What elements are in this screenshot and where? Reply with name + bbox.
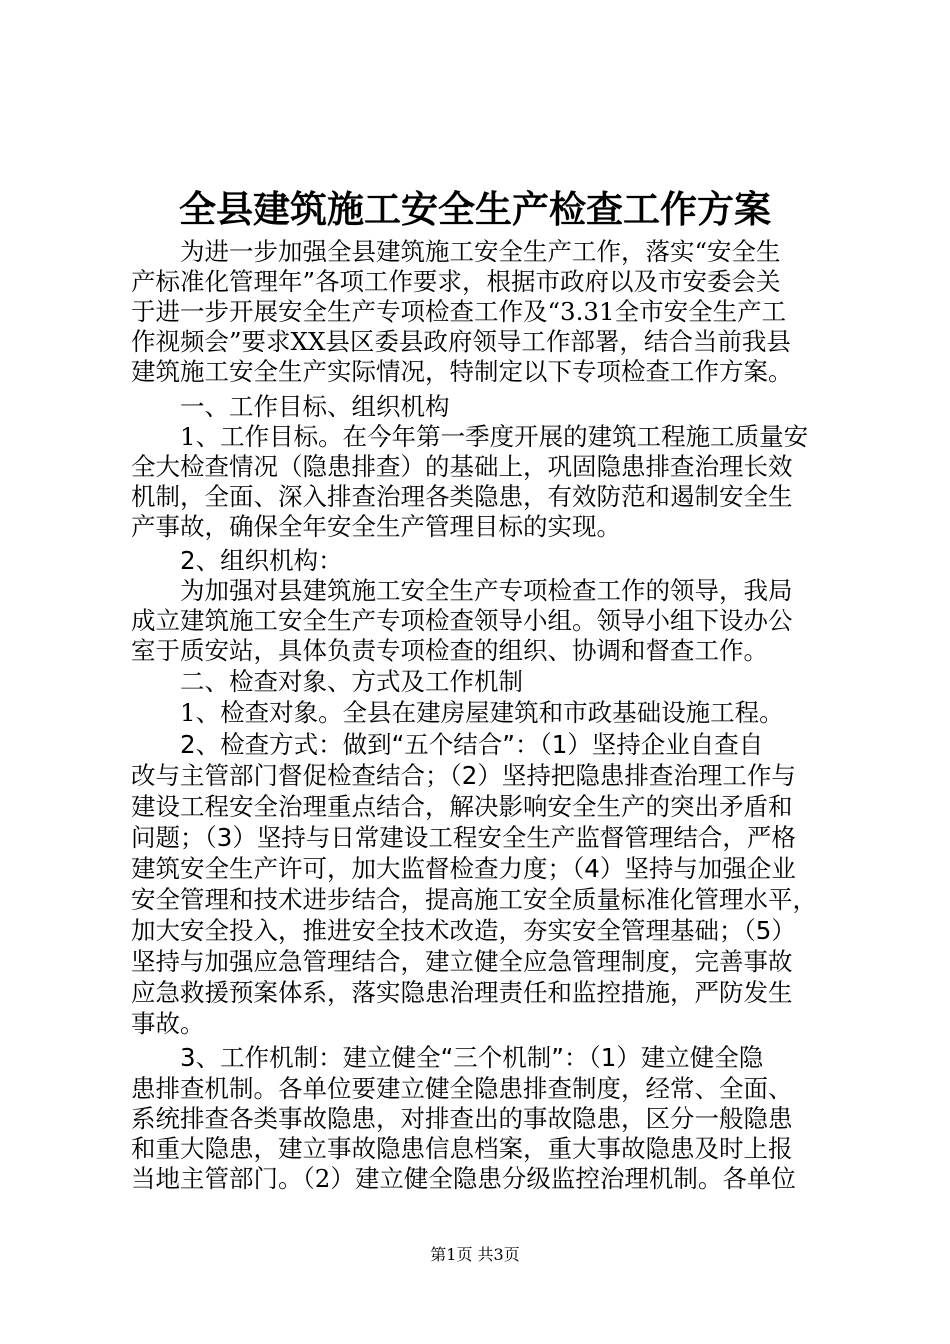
paragraph-line: 改与主管部门督促检查结合；（2）坚持把隐患排查治理工作与 [131, 761, 796, 790]
paragraph-line: 患排查机制。各单位要建立健全隐患排查制度，经常、全面、 [131, 1074, 793, 1103]
paragraph-line: 加大安全投入，推进安全技术改造，夯实安全管理基础；（5） [131, 916, 796, 945]
paragraph-line: 产事故，确保全年安全生产管理目标的实现。 [131, 512, 621, 541]
page-footer: 第1页 共3页 [430, 1245, 520, 1264]
paragraph-line: 1、工作目标。在今年第一季度开展的建筑工程施工质量安 [131, 422, 809, 451]
paragraph-line: 事故。 [131, 1009, 205, 1038]
paragraph-line: 室于质安站，具体负责专项检查的组织、协调和督查工作。 [131, 636, 768, 665]
section-heading: 一、工作目标、组织机构 [131, 392, 450, 421]
paragraph-line: 和重大隐患，建立事故隐患信息档案，重大事故隐患及时上报 [131, 1134, 793, 1163]
paragraph-line: 为进一步加强全县建筑施工安全生产工作，落实“安全生 [131, 237, 781, 266]
section-heading: 二、检查对象、方式及工作机制 [131, 667, 523, 696]
paragraph-line: 建筑安全生产许可，加大监督检查力度；（4）坚持与加强企业 [131, 854, 796, 883]
paragraph-line: 成立建筑施工安全生产专项检查领导小组。领导小组下设办公 [131, 606, 793, 635]
paragraph-line: 产标准化管理年”各项工作要求，根据市政府以及市安委会关 [131, 267, 781, 296]
paragraph-line: 建筑施工安全生产实际情况，特制定以下专项检查工作方案。 [131, 357, 793, 386]
paragraph-line: 坚持与加强应急管理结合，建立健全应急管理制度，完善事故 [131, 947, 793, 976]
paragraph-line: 安全管理和技术进步结合，提高施工安全质量标准化管理水平， [131, 885, 817, 914]
paragraph-line: 3、工作机制：建立健全“三个机制”：（1）建立健全隐 [131, 1043, 764, 1072]
paragraph-line: 系统排查各类事故隐患，对排查出的事故隐患，区分一般隐患 [131, 1104, 793, 1133]
paragraph-line: 为加强对县建筑施工安全生产专项检查工作的领导，我局 [131, 576, 793, 605]
paragraph-line: 建设工程安全治理重点结合，解决影响安全生产的突出矛盾和 [131, 792, 793, 821]
paragraph-line: 机制，全面、深入排查治理各类隐患，有效防范和遏制安全生 [131, 482, 793, 511]
paragraph-line: 应急救援预案体系，落实隐患治理责任和监控措施，严防发生 [131, 978, 793, 1007]
paragraph-line: 问题；（3）坚持与日常建设工程安全生产监督管理结合，严格 [131, 823, 796, 852]
paragraph-line: 当地主管部门。（2）建立健全隐患分级监控治理机制。各单位 [131, 1164, 796, 1193]
paragraph-line: 作视频会”要求XX县区委县政府领导工作部署，结合当前我县 [131, 327, 791, 356]
paragraph-line: 于进一步开展安全生产专项检查工作及“3.31全市安全生产工 [131, 297, 787, 326]
subsection-heading: 2、组织机构： [131, 546, 343, 575]
document-title: 全县建筑施工安全生产检查工作方案 [179, 187, 771, 231]
paragraph-line: 全大检查情况（隐患排查）的基础上，巩固隐患排查治理长效 [131, 452, 793, 481]
paragraph-line: 2、检查方式：做到“五个结合”：（1）坚持企业自查自 [131, 730, 764, 759]
paragraph-line: 1、检查对象。全县在建房屋建筑和市政基础设施工程。 [131, 698, 784, 727]
